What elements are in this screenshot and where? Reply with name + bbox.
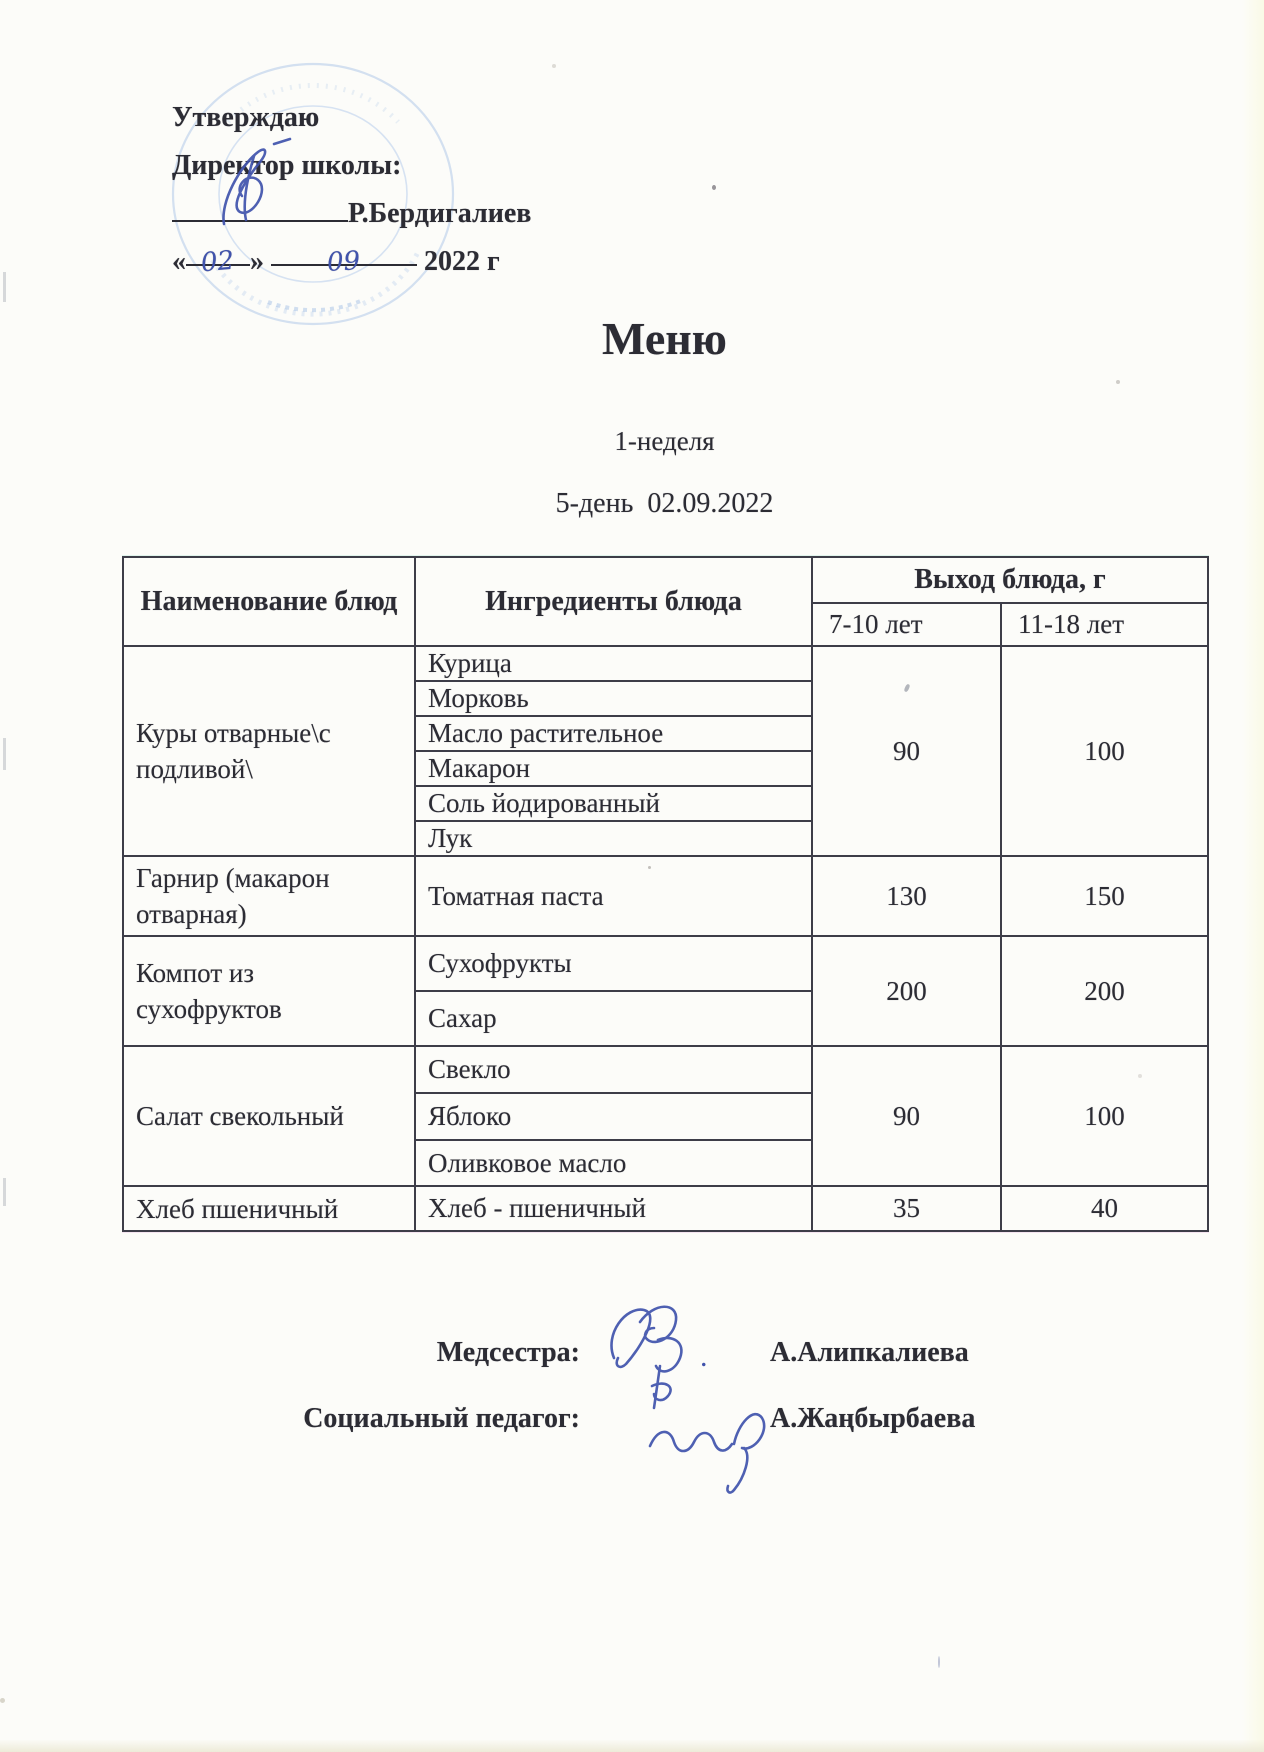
signature-name-nurse: А.Алипкалиева [770, 1337, 969, 1368]
handwritten-day: 02 [200, 245, 236, 279]
director-signature [196, 132, 316, 238]
handwritten-month: 09 [326, 246, 362, 278]
header-age-11-18: 11-18 лет [1001, 603, 1208, 646]
scan-artifact [1138, 1074, 1142, 1078]
scan-artifact [1116, 380, 1120, 384]
signature-name-pedagogue: А.Жаңбырбаева [770, 1403, 976, 1434]
ingredient-cell: Оливковое масло [415, 1140, 812, 1186]
ingredient-cell: Лук [415, 821, 812, 856]
header-ingredients: Ингредиенты блюда [415, 557, 812, 646]
header-dishes: Наименование блюд [123, 557, 415, 646]
approval-line2: Директор школы: [172, 150, 402, 181]
close-quote: » [250, 246, 264, 277]
director-name: Р.Бердигалиев [348, 198, 532, 229]
table-row [123, 646, 1208, 681]
portion-7-10-cell: 130 [812, 856, 1001, 936]
table-row [123, 1186, 1208, 1231]
signature-role-nurse: Медсестра: [436, 1337, 580, 1368]
date-year: 2022 г [424, 246, 500, 277]
ingredient-cell: Свекло [415, 1046, 812, 1093]
paper-edge-tint [1242, 0, 1264, 1752]
signature-role-pedagogue: Социальный педагог: [303, 1403, 580, 1434]
portion-7-10-cell: 90 [812, 1046, 1001, 1186]
ingredient-cell: Масло растительное [415, 716, 812, 751]
portion-11-18-cell: 40 [1001, 1186, 1208, 1231]
ingredient-cell: Сахар [415, 991, 812, 1046]
approval-line1: Утверждаю [172, 102, 320, 133]
header-age-7-10: 7-10 лет [812, 603, 1001, 646]
portion-11-18-cell: 100 [1001, 646, 1208, 856]
portion-7-10-cell: 35 [812, 1186, 1001, 1231]
scan-artifact [3, 272, 6, 302]
portion-11-18-cell: 200 [1001, 936, 1208, 1046]
ingredient-cell: Макарон [415, 751, 812, 786]
date-month-blank [271, 238, 417, 278]
table-row [123, 936, 1208, 991]
table-row [123, 856, 1208, 936]
page-title: Меню [602, 313, 727, 364]
table-header-row-1 [123, 557, 1208, 603]
ingredient-cell: Соль йодированный [415, 786, 812, 821]
dish-name-cell: Компот из сухофруктов [123, 936, 415, 1046]
dish-name-cell: Куры отварные\с подливой\ [123, 646, 415, 856]
portion-11-18-cell: 150 [1001, 856, 1208, 936]
pedagogue-signature [642, 1398, 792, 1503]
portion-7-10-cell: 90 [812, 646, 1001, 856]
scan-artifact [648, 866, 651, 869]
scan-artifact [0, 1698, 5, 1703]
ingredient-cell: Морковь [415, 681, 812, 716]
scan-artifact [3, 1178, 6, 1206]
dish-name-cell: Гарнир (макарон отварная) [123, 856, 415, 936]
week-subtitle: 1-неделя [614, 426, 715, 456]
portion-11-18-cell: 100 [1001, 1046, 1208, 1186]
portion-7-10-cell: 200 [812, 936, 1001, 1046]
date-day-blank [186, 238, 250, 279]
header-output: Выход блюда, г [812, 557, 1208, 603]
dish-name-cell: Салат свекольный [123, 1046, 415, 1186]
menu-table [122, 556, 1209, 1232]
day-subtitle: 5-день 02.09.2022 [555, 488, 774, 519]
ingredient-cell: Яблоко [415, 1093, 812, 1140]
approval-date-line [172, 238, 531, 286]
scan-artifact [938, 1656, 940, 1668]
scan-artifact [552, 64, 556, 68]
ingredient-cell: Курица [415, 646, 812, 681]
paper-edge-shadow [0, 1740, 1264, 1752]
ink-dot: . [700, 1340, 708, 1373]
dish-name-cell: Хлеб пшеничный [123, 1186, 415, 1231]
table-row [123, 1046, 1208, 1093]
ingredient-cell: Сухофрукты [415, 936, 812, 991]
scan-artifact [712, 185, 716, 190]
open-quote: « [172, 246, 186, 277]
ingredient-cell: Хлеб - пшеничный [415, 1186, 812, 1231]
scan-artifact [3, 738, 6, 770]
ingredient-cell: Томатная паста [415, 856, 812, 936]
